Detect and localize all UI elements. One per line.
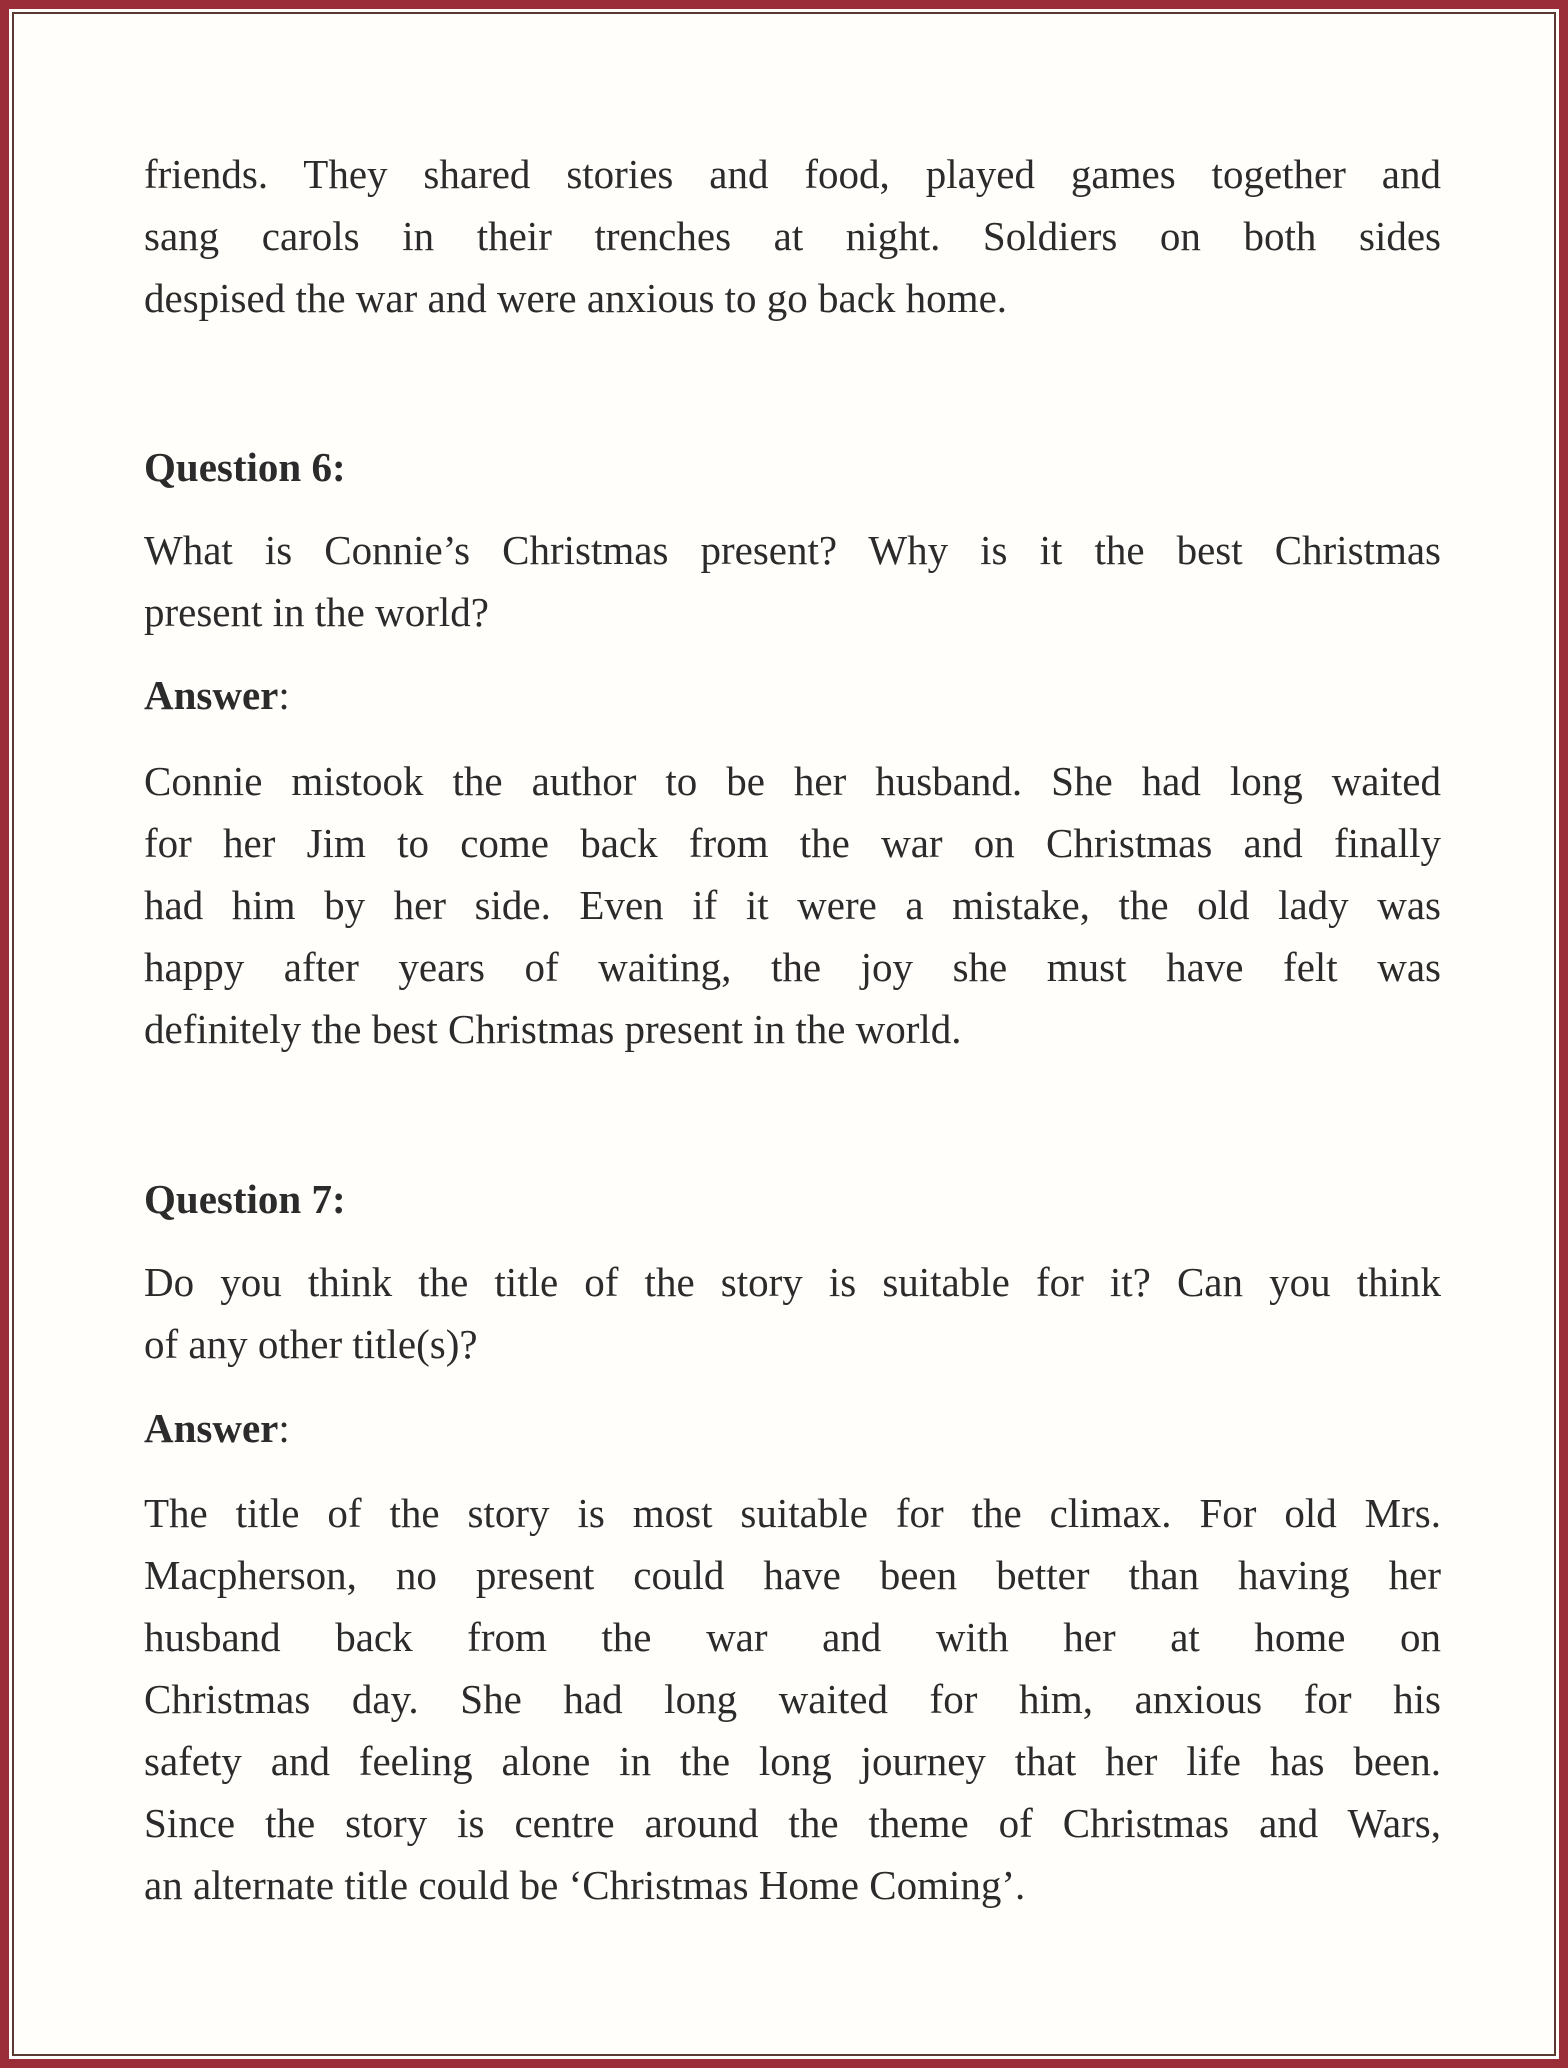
question-6-text — [144, 519, 1441, 643]
question-6-answer-label — [144, 664, 1441, 726]
page — [9, 9, 1559, 2059]
question-7-text — [144, 1251, 1441, 1375]
answer-colon: : — [278, 1405, 290, 1451]
text-line: friends. They shared stories and food, played games together and — [144, 151, 1441, 197]
question-7-answer — [144, 1482, 1441, 1916]
question-6-answer — [144, 750, 1441, 1060]
intro-paragraph — [144, 143, 1441, 329]
text-line: had him by her side. Even if it were a mistake, the old lady was — [144, 882, 1441, 928]
text-line: Macpherson, no present could have been better than having her — [144, 1552, 1441, 1598]
text-line: The title of the story is most suitable for the climax. For old Mrs. — [144, 1490, 1441, 1536]
text-line: Christmas day. She had long waited for him, anxious for his — [144, 1676, 1441, 1722]
text-line: present in the world? — [144, 589, 489, 635]
question-7-heading: Question 7: — [144, 1176, 346, 1222]
text-line: for her Jim to come back from the war on Christmas and finally — [144, 820, 1441, 866]
question-6-heading: Question 6: — [144, 444, 346, 490]
question-7-answer-label — [144, 1397, 1441, 1459]
text-line: husband back from the war and with her at home on — [144, 1614, 1441, 1660]
text-line: Do you think the title of the story is suitable for it? Can you think — [144, 1259, 1441, 1305]
text-line: safety and feeling alone in the long journey that her life has been. — [144, 1738, 1441, 1784]
text-line: Since the story is centre around the theme of Christmas and Wars, — [144, 1800, 1441, 1846]
answer-label: Answer — [144, 1405, 279, 1451]
text-line: sang carols in their trenches at night. Soldiers on both sides — [144, 213, 1441, 259]
text-line: happy after years of waiting, the joy she must have felt was — [144, 944, 1441, 990]
text-line: definitely the best Christmas present in the world. — [144, 1006, 962, 1052]
text-line: despised the war and were anxious to go back home. — [144, 275, 1008, 321]
text-line: What is Connie’s Christmas present? Why is it the best Christmas — [144, 527, 1441, 573]
text-line: of any other title(s)? — [144, 1321, 478, 1367]
answer-colon: : — [278, 672, 290, 718]
text-line: an alternate title could be ‘Christmas Home Coming’. — [144, 1862, 1026, 1908]
text-line: Connie mistook the author to be her husband. She had long waited — [144, 758, 1441, 804]
answer-label: Answer — [144, 672, 279, 718]
